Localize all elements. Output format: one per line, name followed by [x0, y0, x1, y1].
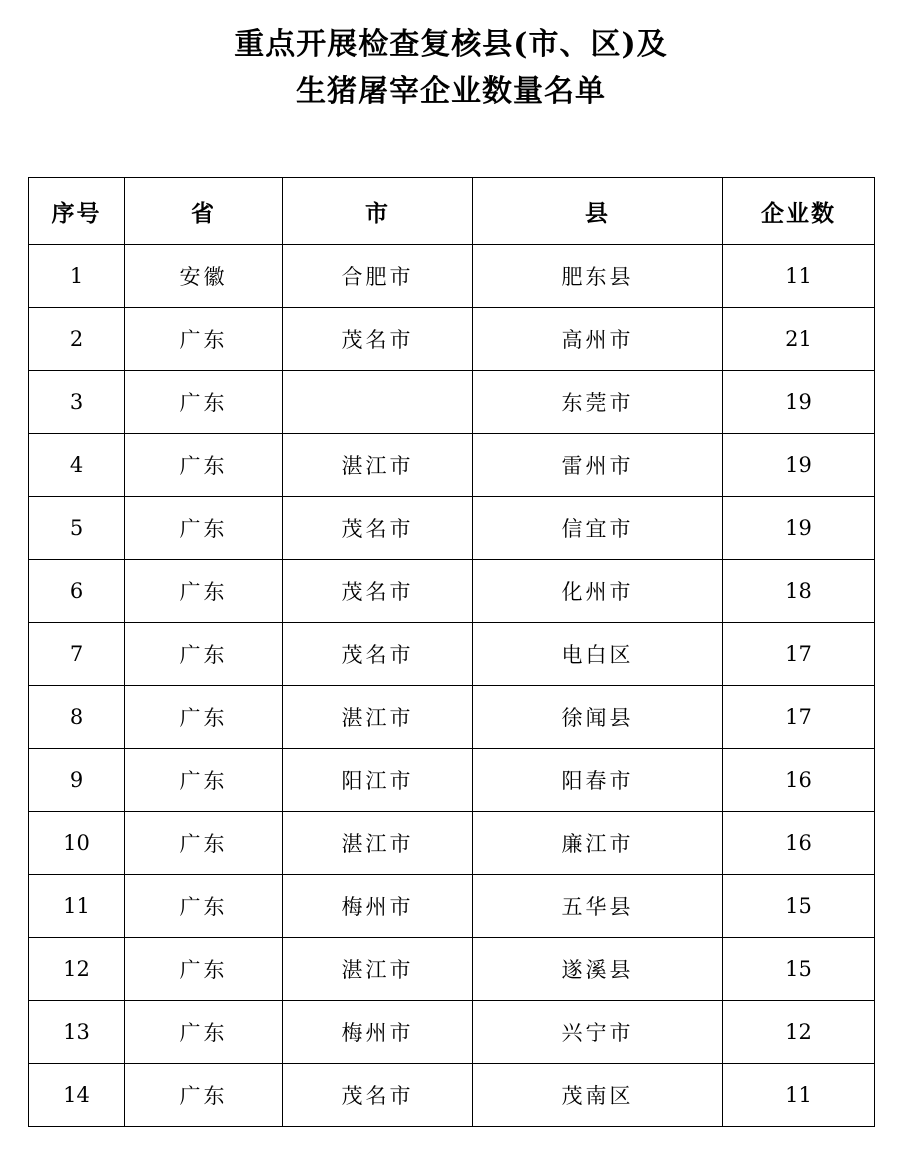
cell-county: 遂溪县 [473, 938, 723, 1001]
cell-county: 五华县 [473, 875, 723, 938]
cell-province: 广东 [125, 497, 283, 560]
page-title-line-2: 生猪屠宰企业数量名单 [296, 73, 606, 109]
cell-count: 17 [723, 623, 875, 686]
cell-index: 1 [29, 245, 125, 308]
cell-county: 兴宁市 [473, 1001, 723, 1064]
cell-province: 广东 [125, 686, 283, 749]
cell-index: 8 [29, 686, 125, 749]
cell-city: 茂名市 [283, 497, 473, 560]
cell-count: 21 [723, 308, 875, 371]
column-header-count: 企业数 [723, 178, 875, 245]
cell-count: 19 [723, 371, 875, 434]
cell-county: 化州市 [473, 560, 723, 623]
cell-count: 15 [723, 938, 875, 1001]
page-title-line-1: 重点开展检查复核县(市、区)及 [234, 27, 668, 62]
cell-city: 湛江市 [283, 938, 473, 1001]
cell-count: 19 [723, 434, 875, 497]
cell-index: 4 [29, 434, 125, 497]
table-body [29, 245, 875, 1127]
cell-index: 2 [29, 308, 125, 371]
cell-count: 18 [723, 560, 875, 623]
cell-index: 5 [29, 497, 125, 560]
column-header-county: 县 [473, 178, 723, 245]
table-row [29, 371, 875, 434]
cell-province: 广东 [125, 1064, 283, 1127]
cell-county: 阳春市 [473, 749, 723, 812]
table-row [29, 560, 875, 623]
cell-city: 湛江市 [283, 434, 473, 497]
cell-county: 雷州市 [473, 434, 723, 497]
table-header-row [29, 178, 875, 245]
cell-index: 14 [29, 1064, 125, 1127]
cell-county: 高州市 [473, 308, 723, 371]
cell-county: 东莞市 [473, 371, 723, 434]
cell-province: 广东 [125, 1001, 283, 1064]
cell-province: 广东 [125, 938, 283, 1001]
cell-city: 茂名市 [283, 623, 473, 686]
table-row [29, 623, 875, 686]
cell-city: 湛江市 [283, 812, 473, 875]
cell-index: 10 [29, 812, 125, 875]
cell-province: 安徽 [125, 245, 283, 308]
cell-province: 广东 [125, 623, 283, 686]
cell-index: 11 [29, 875, 125, 938]
cell-province: 广东 [125, 560, 283, 623]
cell-city: 茂名市 [283, 308, 473, 371]
cell-index: 3 [29, 371, 125, 434]
table-container [28, 115, 874, 1127]
table-row [29, 1064, 875, 1127]
page-title [0, 0, 902, 115]
table-row [29, 1001, 875, 1064]
cell-province: 广东 [125, 434, 283, 497]
cell-index: 6 [29, 560, 125, 623]
table-row [29, 245, 875, 308]
cell-index: 13 [29, 1001, 125, 1064]
table-row [29, 812, 875, 875]
table-row [29, 497, 875, 560]
table-row [29, 875, 875, 938]
cell-count: 19 [723, 497, 875, 560]
table-row [29, 938, 875, 1001]
cell-city: 茂名市 [283, 560, 473, 623]
cell-index: 9 [29, 749, 125, 812]
cell-city: 湛江市 [283, 686, 473, 749]
cell-city: 梅州市 [283, 1001, 473, 1064]
cell-county: 肥东县 [473, 245, 723, 308]
cell-county: 信宜市 [473, 497, 723, 560]
cell-county: 茂南区 [473, 1064, 723, 1127]
cell-city: 梅州市 [283, 875, 473, 938]
cell-count: 11 [723, 245, 875, 308]
cell-province: 广东 [125, 371, 283, 434]
cell-count: 12 [723, 1001, 875, 1064]
cell-city [283, 371, 473, 434]
column-header-province: 省 [125, 178, 283, 245]
cell-province: 广东 [125, 875, 283, 938]
cell-county: 廉江市 [473, 812, 723, 875]
cell-province: 广东 [125, 749, 283, 812]
cell-county: 徐闻县 [473, 686, 723, 749]
table-header [29, 178, 875, 245]
cell-count: 16 [723, 749, 875, 812]
cell-count: 16 [723, 812, 875, 875]
cell-county: 电白区 [473, 623, 723, 686]
column-header-city: 市 [283, 178, 473, 245]
table-row [29, 749, 875, 812]
cell-count: 15 [723, 875, 875, 938]
column-header-index: 序号 [29, 178, 125, 245]
cell-count: 11 [723, 1064, 875, 1127]
table-row [29, 434, 875, 497]
cell-index: 7 [29, 623, 125, 686]
enterprise-count-table [28, 177, 875, 1127]
cell-city: 茂名市 [283, 1064, 473, 1127]
cell-index: 12 [29, 938, 125, 1001]
cell-city: 合肥市 [283, 245, 473, 308]
table-row [29, 308, 875, 371]
table-row [29, 686, 875, 749]
cell-province: 广东 [125, 308, 283, 371]
cell-province: 广东 [125, 812, 283, 875]
cell-count: 17 [723, 686, 875, 749]
cell-city: 阳江市 [283, 749, 473, 812]
